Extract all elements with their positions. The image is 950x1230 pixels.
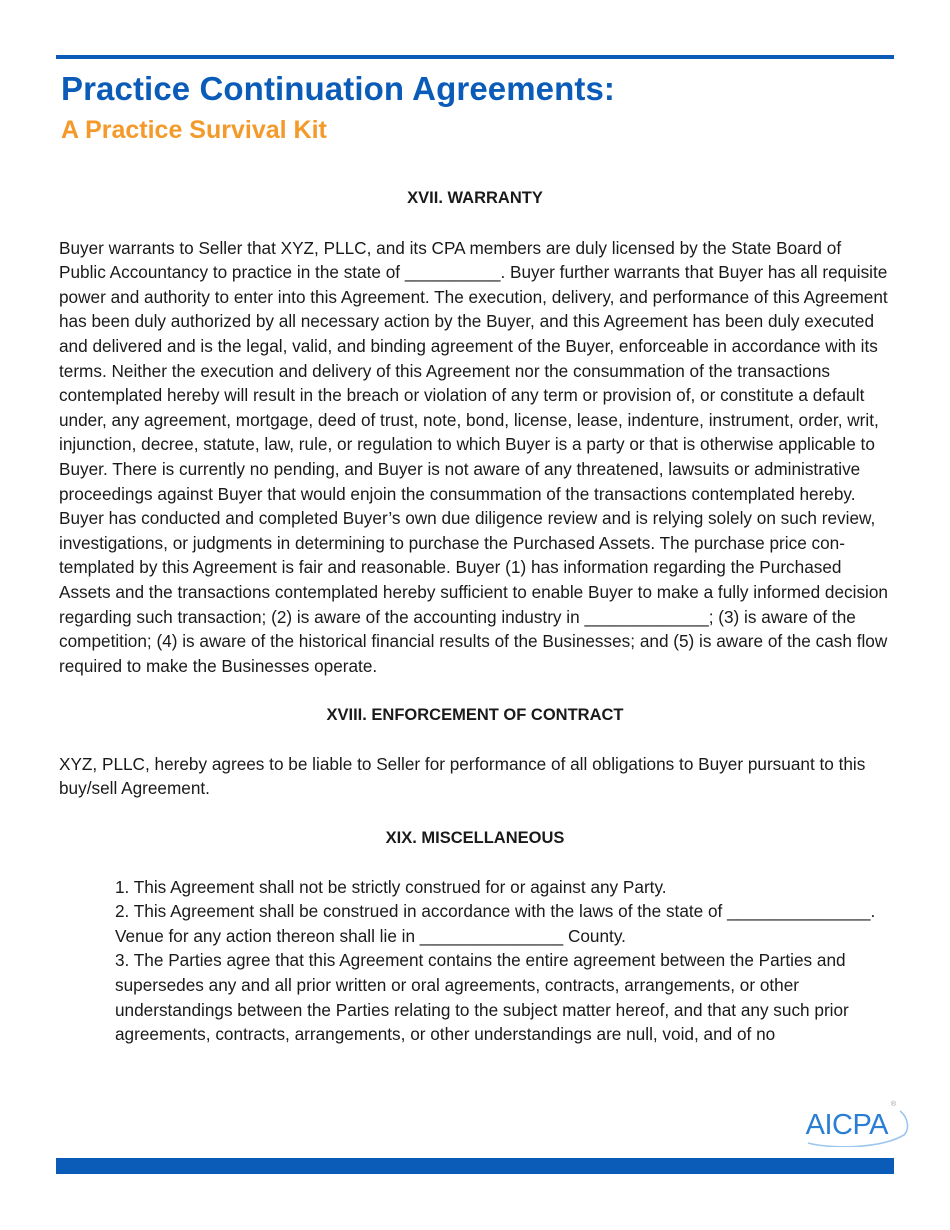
logo-text: AICPA	[805, 1108, 888, 1141]
section-body-enforcement: XYZ, PLLC, hereby agrees to be liable to Seller for performance of all obligations to Buyer pursuant to this buy/sell Agreement.	[59, 753, 866, 799]
footer-bar	[56, 1158, 894, 1174]
section-body-warranty: Buyer warrants to Seller that XYZ, PLLC, and its CPA members are duly licensed by the State Board of Public Accountancy to practice in the state of __________. Buyer further warrants that Buyer has all requisite power and authority to enter into this Agreement. The execution, delivery, and performance of this Agreement has been duly authorized by all necessary action by the Buyer, and this Agreement has been duly executed and delivered and is the legal, valid, and binding agreement of the Buyer, enforceable in accordance with its terms. Neither the execution and delivery of this Agreement nor the consummation of the transactions contemplated hereby will result in the breach or violation of any term or provision of, or constitute a default under, any agreement, mortgage, deed of trust, note, bond, license, lease, indenture, instrument, order, writ, injunction, decree, statute, law, rule, or regulation to which Buyer is a party or that is otherwise applicable to Buyer. There is currently no pending, and Buyer is not aware of any threatened, lawsuits or administrative proceedings against Buyer that would enjoin the consummation of the transactions contemplated hereby. Buyer has conducted and completed Buyer’s own due diligence review and is relying solely on such review, investigations, or judgments in determining to purchase the Purchased Assets. The purchase price contemplated by this Agreement is fair and reasonable. Buyer (1) has information regarding the Purchased Assets and the transactions contemplated hereby sufficient to enable Buyer to make a fully informed decision regarding such transaction; (2) is aware of the accounting industry in _____________; (3) is aware of the competition; (4) is aware of the historical financial results of the Businesses; and (5) is aware of the cash flow required to make the Businesses operate.	[59, 237, 888, 676]
list-item: 1. This Agreement shall not be strictly construed for or against any Party.	[115, 876, 667, 897]
list-item: 2. This Agreement shall be construed in accordance with the laws of the state of _______________. Venue for any action thereon shall lie in _______________ County.	[115, 901, 876, 946]
page-subtitle: A Practice Survival Kit	[61, 116, 327, 144]
page-title: Practice Continuation Agreements:	[61, 70, 616, 107]
aicpa-logo	[805, 1101, 896, 1143]
miscellaneous-list	[59, 875, 891, 1047]
registered-mark: ®	[890, 1101, 896, 1108]
section-heading-warranty: XVII. WARRANTY	[407, 189, 543, 207]
document-body	[59, 186, 891, 1047]
section-heading-enforcement: XVIII. ENFORCEMENT OF CONTRACT	[326, 706, 624, 725]
top-rule	[56, 55, 894, 59]
list-item: 3. The Parties agree that this Agreement contains the entire agreement between the Parties and supersedes any and all prior written or oral agreements, contracts, arrangements, or other understandings between the Parties relating to the subject matter hereof, and that any such prior agreements, contracts, arrangements, or other understandings are null, void, and of no	[115, 950, 849, 1045]
section-heading-miscellaneous: XIX. MISCELLANEOUS	[385, 829, 565, 848]
